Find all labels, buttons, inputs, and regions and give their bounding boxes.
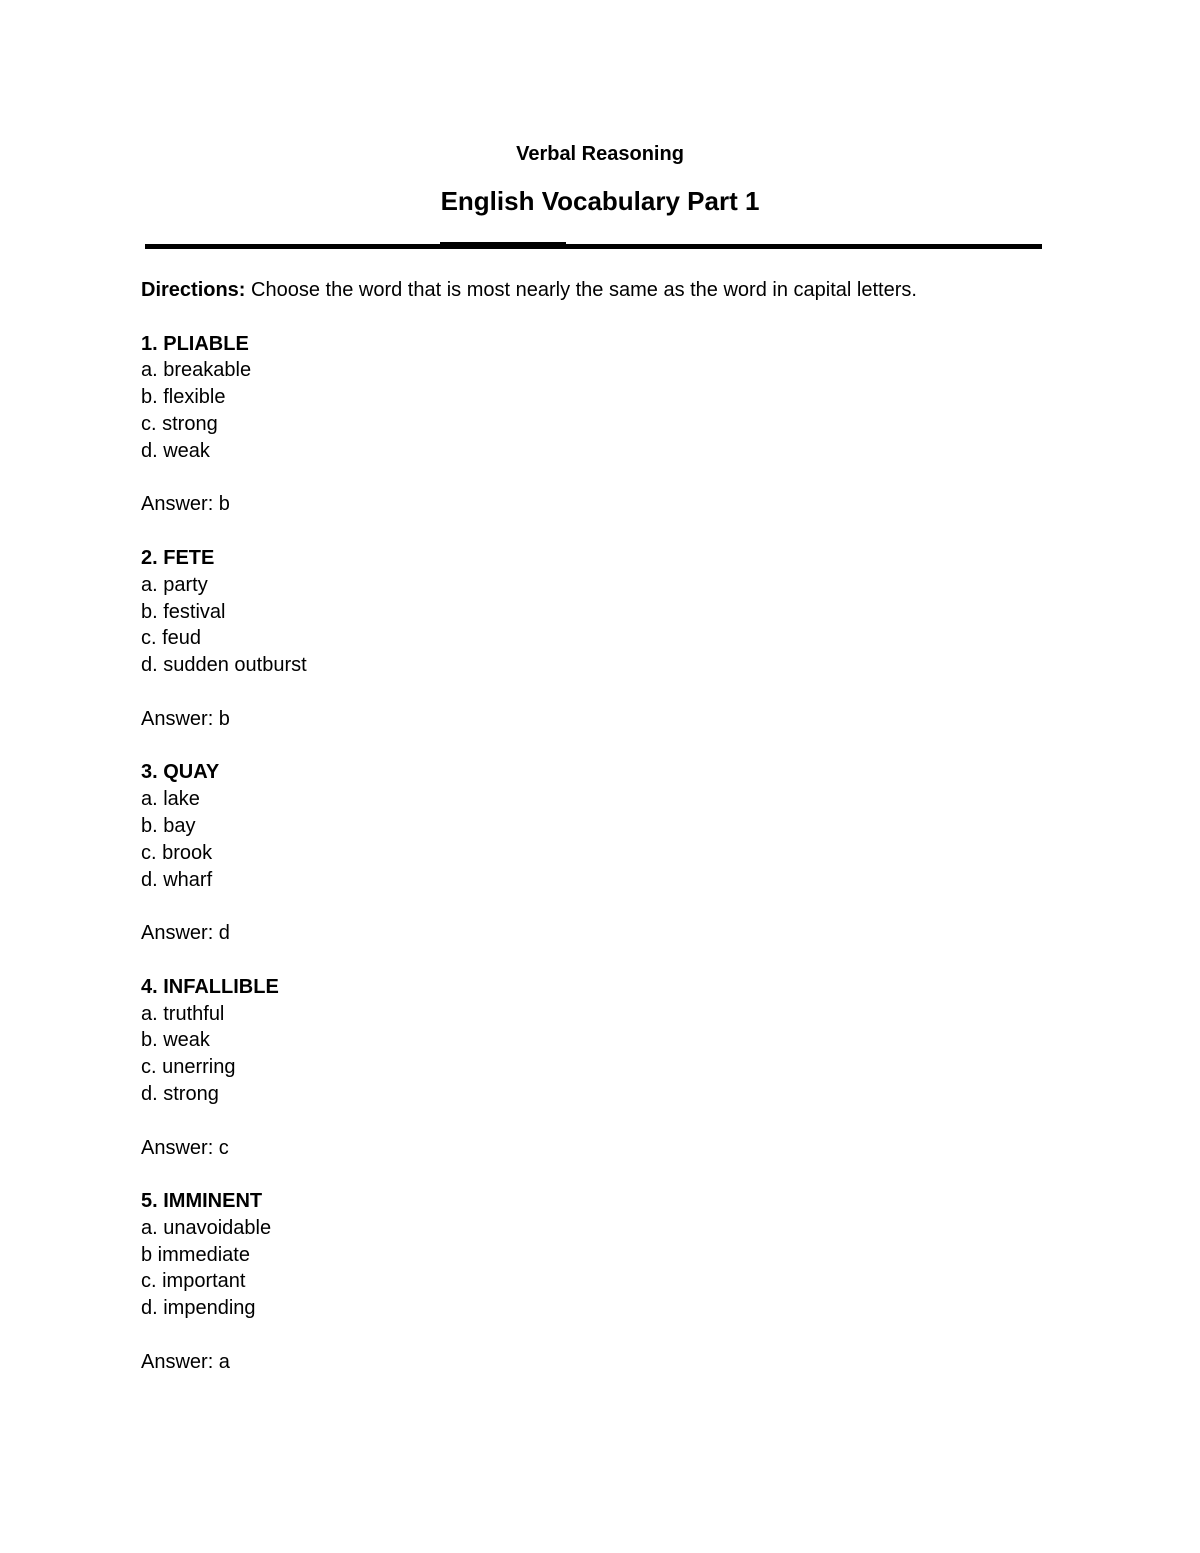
question-heading: 3. QUAY — [141, 761, 220, 784]
option-a: a. breakable — [141, 359, 252, 382]
option-a: a. truthful — [141, 1002, 225, 1025]
option-b: b. bay — [141, 814, 196, 837]
question-3 — [141, 759, 1091, 947]
question-2 — [141, 545, 1091, 733]
question-heading: 2. FETE — [141, 546, 215, 569]
option-c: c. brook — [141, 841, 213, 864]
document-subtitle: Verbal Reasoning — [516, 143, 684, 165]
option-b: b. weak — [141, 1029, 210, 1052]
answer: Answer: b — [141, 707, 230, 730]
document-title: English Vocabulary Part 1 — [440, 186, 760, 216]
directions-label: Directions: — [141, 279, 246, 301]
option-c: c. feud — [141, 627, 202, 650]
option-d: d. weak — [141, 439, 210, 462]
question-heading: 1. PLIABLE — [141, 332, 249, 355]
option-d: d. sudden outburst — [141, 654, 307, 677]
option-c: c. strong — [141, 412, 218, 435]
question-heading: 4. INFALLIBLE — [141, 975, 279, 998]
directions — [141, 277, 1091, 304]
option-d: d. impending — [141, 1297, 256, 1320]
title-divider — [145, 244, 1042, 249]
option-b: b. festival — [141, 600, 226, 623]
answer: Answer: a — [141, 1350, 230, 1373]
option-d: d. strong — [141, 1082, 219, 1105]
question-5 — [141, 1188, 1091, 1376]
option-a: a. party — [141, 573, 208, 596]
answer: Answer: b — [141, 493, 230, 516]
directions-text: Choose the word that is most nearly the same as the word in capital letters. — [245, 279, 917, 301]
option-c: c. important — [141, 1270, 246, 1293]
document-body — [141, 277, 1091, 1402]
title-divider-accent — [440, 242, 566, 244]
option-c: c. unerring — [141, 1056, 236, 1079]
answer: Answer: d — [141, 922, 230, 945]
option-b: b immediate — [141, 1243, 250, 1266]
answer: Answer: c — [141, 1136, 229, 1159]
option-a: a. unavoidable — [141, 1216, 272, 1239]
option-a: a. lake — [141, 788, 200, 811]
question-1 — [141, 331, 1091, 519]
question-4 — [141, 974, 1091, 1162]
option-b: b. flexible — [141, 386, 226, 409]
option-d: d. wharf — [141, 868, 213, 891]
question-heading: 5. IMMINENT — [141, 1190, 263, 1213]
